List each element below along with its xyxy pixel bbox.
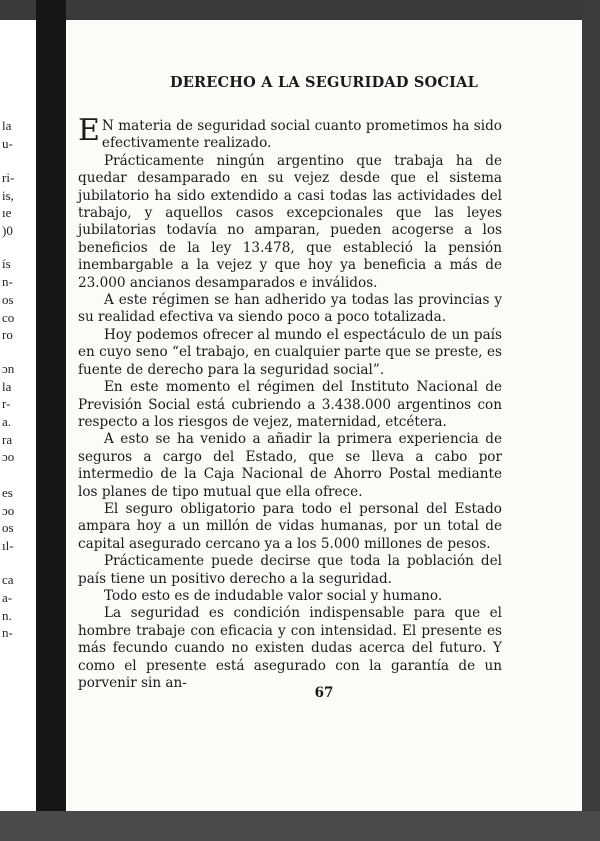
edge-fragment: a. — [2, 414, 12, 429]
scan-border-right — [582, 0, 600, 841]
paragraph: Todo esto es de indudable valor social y humano. — [104, 587, 443, 604]
edge-fragment: ɔo — [2, 449, 15, 464]
edge-fragment: co — [2, 310, 15, 325]
edge-fragment: ca — [2, 572, 14, 587]
body-text — [78, 113, 502, 692]
edge-fragment: r- — [2, 396, 11, 411]
edge-fragment: u- — [2, 136, 13, 151]
edge-fragment: la — [2, 379, 12, 394]
edge-fragment: ri- — [2, 170, 15, 185]
page-number: 67 — [314, 685, 334, 701]
edge-fragment: la — [2, 118, 12, 133]
paragraph: El seguro obligatorio para todo el personal del Estado ampara hoy a un millón de vidas humanas, por un total de capital asegurado cercano ya a los 5.000 millones de pesos. — [78, 500, 502, 552]
edge-fragment: a- — [2, 590, 13, 605]
edge-fragment: ra — [2, 432, 13, 447]
book-gutter — [36, 0, 66, 841]
edge-fragment: ɔn — [2, 361, 15, 376]
paragraph: Prácticamente puede decirse que toda la población del país tiene un positivo derecho a la seguridad. — [78, 553, 502, 587]
scan-border-top — [0, 0, 600, 20]
edge-fragment: ıe — [2, 205, 12, 220]
edge-fragment: ís — [2, 256, 11, 271]
edge-fragment: is, — [2, 188, 14, 203]
edge-fragment: ıl- — [2, 538, 14, 553]
paragraph-text: N materia de seguridad social cuanto prometimos ha sido efectivamente realizado. — [101, 118, 502, 152]
edge-fragment: n- — [2, 274, 13, 289]
edge-fragment: os — [2, 520, 14, 535]
paragraph: En este momento el régimen del Instituto Nacional de Previsión Social está cubriendo a 3.438.000 argentinos con respecto a los riesgos de vejez, maternidad, etcétera. — [78, 379, 502, 430]
edge-fragment: ɔo — [2, 503, 15, 518]
paragraph: La seguridad es condición indispensable para que el hombre trabaje con eficacia y con intensidad. El presente es más fecundo cuando no existen dudas acerca del futuro. Y como el presente está asegurado con la garantía de un porvenir sin an- — [78, 605, 502, 691]
edge-fragment: n. — [2, 608, 12, 623]
paragraph — [78, 113, 502, 153]
page-title: DERECHO A LA SEGURIDAD SOCIAL — [170, 74, 478, 91]
drop-cap: E — [78, 113, 100, 148]
paragraph: Prácticamente ningún argentino que trabaja ha de quedar desamparado en su vejez desde que el sistema jubilatorio ha sido extendido a casi todas las actividades del trabajo, y aquellos casos excepcionales que las leyes jubilatorias todavía no amparan, pueden acogerse a los beneficios de la ley 13.478, que estableció la pensión inembargable a la vejez y que hoy ya beneficia a más de 23.000 ancianos desamparados e inválidos. — [78, 152, 502, 291]
edge-fragment: os — [2, 292, 14, 307]
edge-fragment: n- — [2, 625, 13, 640]
edge-fragment: es — [2, 485, 13, 500]
paragraph: Hoy podemos ofrecer al mundo el espectáculo de un país en cuyo seno “el trabajo, en cualquier parte que se preste, es fuente de derecho para la seguridad social”. — [78, 326, 502, 378]
edge-fragment: ro — [2, 327, 13, 342]
scan-border-bottom — [0, 811, 600, 841]
edge-fragment: )0 — [2, 223, 13, 238]
paragraph: A este régimen se han adherido ya todas las provincias y su realidad efectiva va siendo poco a poco totalizada. — [78, 292, 502, 326]
paragraph: A esto se ha venido a añadir la primera experiencia de seguros a cargo del Estado, que se lleva a cabo por intermedio de la Caja Nacional de Ahorro Postal mediante los planes de tipo mutual que ella ofrece. — [78, 431, 502, 500]
